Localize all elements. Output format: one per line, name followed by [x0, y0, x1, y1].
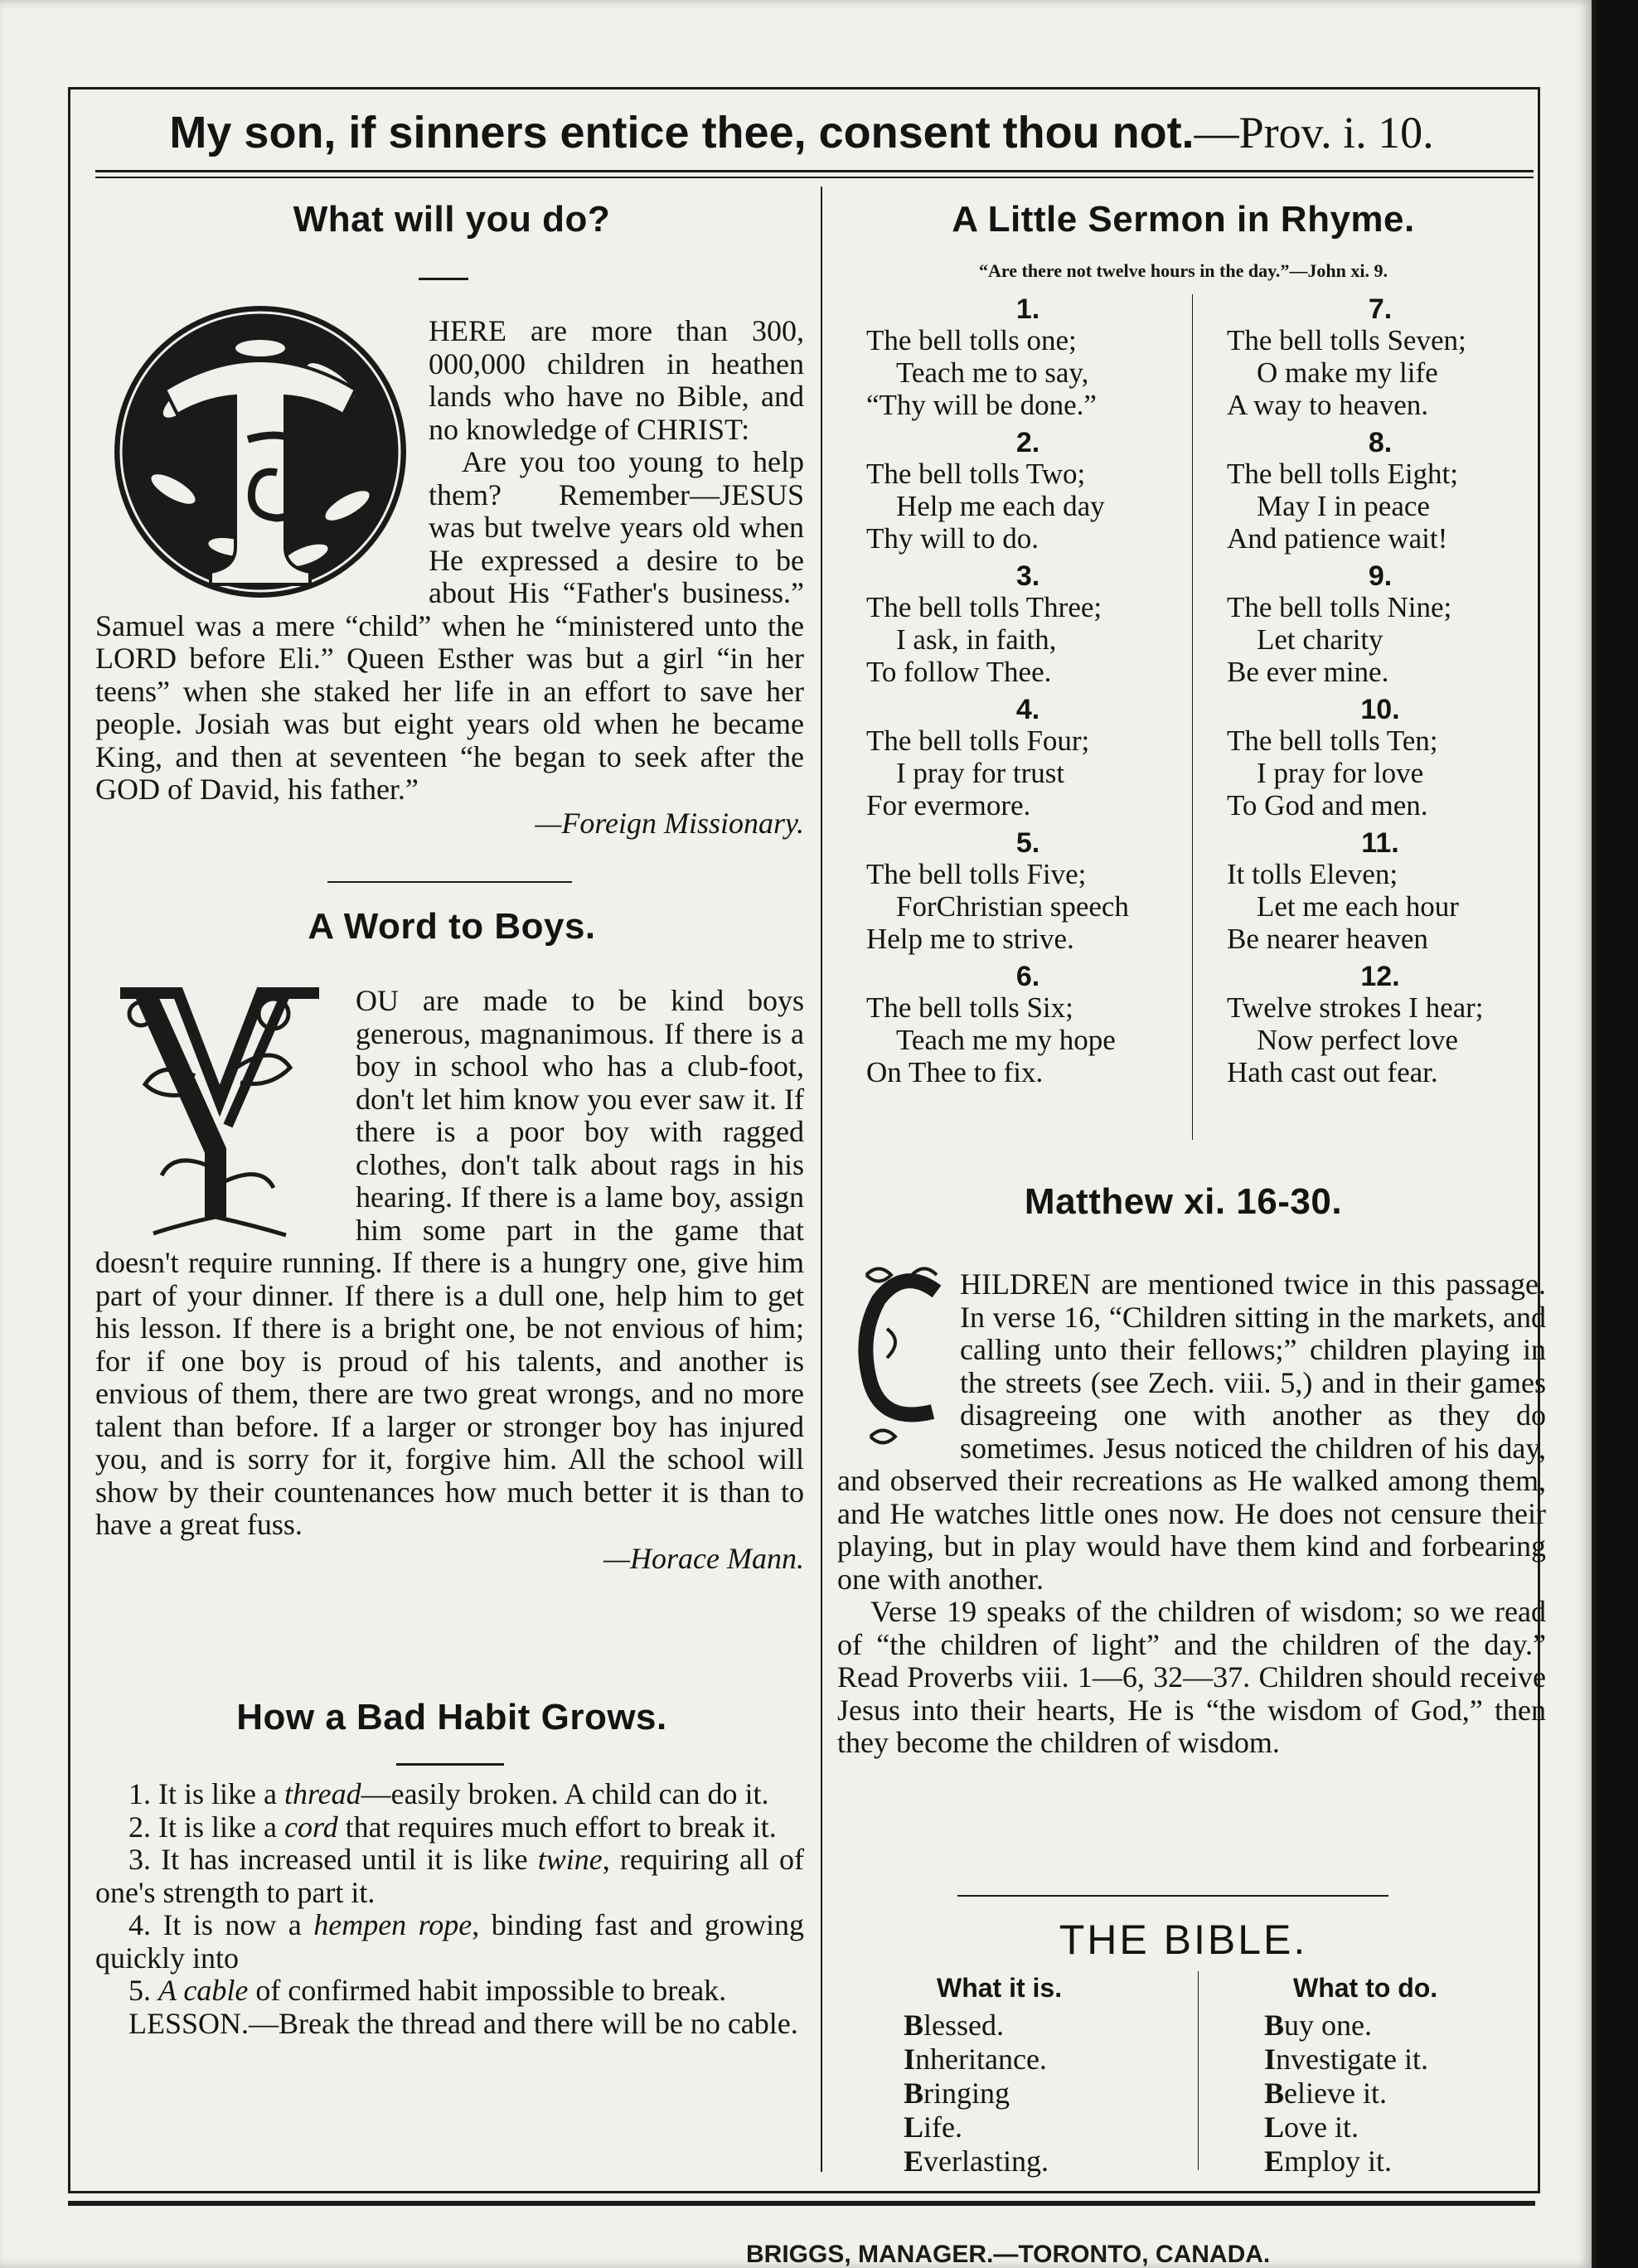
stanza-line: Twelve strokes I hear;: [1227, 991, 1484, 1024]
stanza-line: “Thy will be done.”: [866, 389, 1097, 421]
poem-divider: [1192, 294, 1193, 1140]
title-dash: [419, 278, 468, 280]
bible-what-it-is: [904, 1971, 1185, 2178]
title-dash: [396, 1763, 504, 1766]
stanza-line: Teach me to say,: [896, 356, 1089, 389]
bible-what-to-do: [1264, 1971, 1529, 2178]
bible-title: THE BIBLE.: [1059, 1917, 1308, 1963]
poem-stanza: [866, 828, 1190, 955]
motto-rule-thin: [95, 177, 1534, 178]
poem-stanza: [866, 561, 1190, 688]
stanza-number: 2.: [1015, 427, 1040, 458]
stanza-number: 5.: [1015, 827, 1040, 859]
habit-item: 3. It has increased until it is like twine, requiring all of one's strength to part it.: [95, 1843, 804, 1909]
matthew-article: [837, 1268, 1546, 1760]
stanza-line: ForChristian speech: [896, 890, 1129, 923]
bible-item: Inheritance.: [904, 2043, 1047, 2076]
stanza-line: Help me to strive.: [866, 923, 1074, 955]
dropcap-c-ornament: [854, 1258, 952, 1457]
dropcap-y-ornament: [95, 976, 344, 1242]
word-to-boys-source: —Horace Mann.: [603, 1541, 804, 1575]
stanza-line: On Thee to fix.: [866, 1056, 1044, 1088]
stanza-line: The bell tolls Eight;: [1227, 458, 1458, 490]
poem-stanza: [866, 428, 1190, 555]
motto-text: My son, if sinners entice thee, consent thou not.: [169, 108, 1195, 158]
stanza-line: Thy will to do.: [866, 522, 1040, 555]
stanza-number: 10.: [1360, 694, 1400, 725]
word-to-boys-article: [95, 985, 804, 1575]
bible-item: Believe it.: [1264, 2077, 1387, 2110]
dropcap-t-ornament: [107, 298, 414, 605]
stanza-line: The bell tolls Four;: [866, 724, 1090, 757]
stanza-line: It tolls Eleven;: [1227, 858, 1398, 890]
poem-stanza: [1227, 428, 1534, 555]
poem-stanza: [866, 962, 1190, 1088]
poem-right-column: [1227, 294, 1534, 1095]
dropcap-t: [107, 298, 414, 605]
bible-divider: [1198, 1971, 1199, 2170]
stanza-line: The bell tolls Seven;: [1227, 324, 1466, 356]
stanza-line: For evermore.: [866, 789, 1031, 821]
motto-reference: —Prov. i. 10.: [1194, 108, 1434, 158]
column-divider: [821, 187, 822, 2172]
stanza-line: May I in peace: [1257, 490, 1430, 522]
stanza-line: A way to heaven.: [1227, 389, 1428, 421]
bible-item: Love it.: [1264, 2110, 1359, 2144]
habit-item: 5. A cable of confirmed habit impossible to break.: [128, 1974, 727, 2007]
stanza-number: 1.: [1015, 293, 1040, 325]
bible-what-to-do-heading: What to do.: [1293, 1973, 1438, 2003]
stanza-number: 12.: [1360, 961, 1400, 992]
stanza-line: And patience wait!: [1227, 522, 1448, 555]
bible-item: Life.: [904, 2110, 962, 2144]
stanza-line: O make my life: [1257, 356, 1438, 389]
bible-item: Investigate it.: [1264, 2043, 1428, 2076]
stanza-number: 8.: [1368, 427, 1393, 458]
bible-item: Buy one.: [1264, 2009, 1372, 2042]
stanza-line: The bell tolls one;: [866, 324, 1077, 356]
poem-left-column: [866, 294, 1190, 1095]
habit-item: 2. It is like a cord that requires much effort to break it.: [128, 1810, 777, 1844]
sermon-title: A Little Sermon in Rhyme.: [952, 199, 1415, 240]
stanza-line: I pray for love: [1257, 757, 1424, 789]
habit-item: 4. It is now a hempen rope, binding fast and growing quickly into: [95, 1908, 805, 1975]
matthew-paragraph-2: Verse 19 speaks of the children of wisdom; so we read of “the children of light” and the children of the day.” Read Proverbs viii. 1—6, 32—37. Children should receive Jesus into their hearts, He is “the wisdom of God,” then they become the children of wisdom.: [837, 1595, 1546, 1759]
poem-stanza: [1227, 294, 1534, 421]
stanza-number: 3.: [1015, 560, 1040, 592]
scan-edge: [1596, 0, 1638, 2268]
poem-stanza: [1227, 828, 1534, 955]
what-will-you-do-source: —Foreign Missionary.: [535, 806, 804, 840]
stanza-line: Help me each day: [896, 490, 1105, 522]
what-will-you-do-paragraph: Are you too young to help them? Remember—JESUS was but twelve years old when He expressed a desire to be about His “Father's business.” Samuel was a mere “child” when he “ministered unto the LORD before Eli.” Queen Esther was but a girl “in her teens” when she staked her life in an effort to save her people. Josiah was but eight years old when he became King, and then at seventeen “he began to seek after the GOD of David, his father.”: [95, 445, 804, 806]
dropcap-c: [854, 1258, 952, 1457]
bible-item: Everlasting.: [904, 2144, 1049, 2178]
stanza-number: 9.: [1368, 560, 1393, 592]
word-to-boys-title: A Word to Boys.: [308, 906, 596, 947]
matthew-paragraph-1: HILDREN are mentioned twice in this passage. In verse 16, “Children sitting in the markets, and calling unto their fellows;” children playing in the streets (see Zech. viii. 5,) and in their games disagreeing one with another as they do sometimes. Jesus noticed the children of his day, and observed their recreations as He walked among them, and He watches little ones now. He does not censure their playing, but in play would have them kind and forbearing one with another.: [837, 1267, 1546, 1596]
what-will-you-do-intro: HERE are more than 300, 000,000 children in heathen lands who have no Bible, and no knowledge of CHRIST:: [429, 314, 804, 446]
habit-item: 1. It is like a thread—easily broken. A child can do it.: [128, 1777, 769, 1810]
stanza-line: To follow Thee.: [866, 656, 1052, 688]
stanza-number: 7.: [1368, 293, 1393, 325]
sermon-epigraph: “Are there not twelve hours in the day.”—John xi. 9.: [979, 260, 1388, 281]
poem-stanza: [1227, 561, 1534, 688]
footer-rule: [68, 2201, 1535, 2206]
stanza-line: Let me each hour: [1257, 890, 1459, 923]
stanza-line: The bell tolls Nine;: [1227, 591, 1452, 623]
stanza-line: The bell tolls Six;: [866, 991, 1073, 1024]
poem-stanza: [866, 294, 1190, 421]
what-will-you-do-article: [95, 315, 804, 840]
footer-imprint: BRIGGS, MANAGER.—TORONTO, CANADA.: [746, 2241, 1271, 2268]
stanza-line: Teach me my hope: [896, 1024, 1116, 1056]
stanza-line: Be nearer heaven: [1227, 923, 1428, 955]
stanza-line: The bell tolls Two;: [866, 458, 1086, 490]
poem-stanza: [866, 695, 1190, 821]
section-rule: [957, 1895, 1388, 1897]
bible-item: Blessed.: [904, 2009, 1004, 2042]
word-to-boys-paragraph: OU are made to be kind boys generous, magnanimous. If there is a boy in school who has a club-foot, don't let him know you ever saw it. If there is a poor boy with ragged clothes, don't talk about rags in his hearing. If there is a lame boy, assign him some part in the game that doesn't require running. If there is a hungry one, give him part of your dinner. If there is a dull one, help him to get his lesson. If there is a bright one, be not envious of him; for if one boy is proud of his talents, and another is envious of them, there are two great wrongs, and no more talent than before. If a larger or stronger boy has injured you, and is sorry for it, forgive him. All the school will show by their countenances how much better it is than to have a great fuss.: [95, 984, 804, 1541]
habit-lesson: LESSON.—Break the thread and there will be no cable.: [128, 2006, 798, 2040]
bible-what-it-is-heading: What it is.: [937, 1973, 1063, 2003]
motto-rule: [95, 170, 1534, 172]
stanza-line: I pray for trust: [896, 757, 1065, 789]
stanza-line: Let charity: [1257, 623, 1384, 656]
bad-habit-title: How a Bad Habit Grows.: [236, 1697, 667, 1737]
poem-stanza: [1227, 962, 1534, 1088]
stanza-line: The bell tolls Five;: [866, 858, 1087, 890]
bible-item: Employ it.: [1264, 2144, 1393, 2178]
stanza-line: I ask, in faith,: [896, 623, 1057, 656]
stanza-line: The bell tolls Three;: [866, 591, 1102, 623]
stanza-line: Hath cast out fear.: [1227, 1056, 1438, 1088]
section-rule: [327, 881, 572, 883]
stanza-line: Be ever mine.: [1227, 656, 1389, 688]
matthew-title: Matthew xi. 16-30.: [1024, 1181, 1343, 1222]
stanza-line: The bell tolls Ten;: [1227, 724, 1438, 757]
poem-stanza: [1227, 695, 1534, 821]
stanza-number: 11.: [1361, 827, 1399, 859]
stanza-number: 6.: [1015, 961, 1040, 992]
what-will-you-do-title: What will you do?: [293, 199, 611, 240]
page-motto: [68, 99, 1535, 166]
dropcap-y: [95, 976, 344, 1242]
stanza-line: Now perfect love: [1257, 1024, 1458, 1056]
bible-item: Bringing: [904, 2077, 1010, 2110]
stanza-number: 4.: [1015, 694, 1040, 725]
stanza-line: To God and men.: [1227, 789, 1428, 821]
bad-habit-article: [95, 1778, 804, 2040]
